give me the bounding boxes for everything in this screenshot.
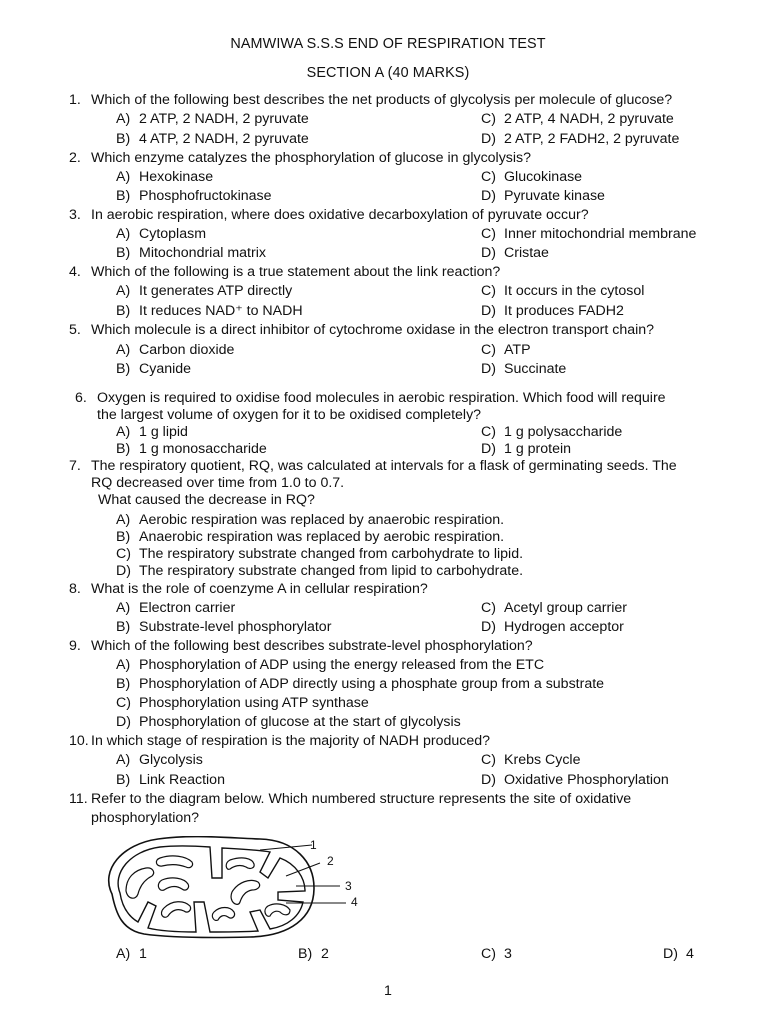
question-text-line: phosphorylation? — [91, 810, 200, 826]
question-number: 8. — [69, 581, 81, 597]
option-c: C) It occurs in the cytosol — [481, 283, 645, 299]
option-a: A) Aerobic respiration was replaced by anaerobic respiration. — [116, 512, 505, 528]
section-heading: SECTION A (40 MARKS) — [306, 65, 470, 81]
option-c: C) ATP — [481, 342, 531, 358]
question-number: 1. — [69, 92, 81, 108]
option-b: B) Anaerobic respiration was replaced by aerobic respiration. — [116, 529, 505, 545]
option-a: A) Glycolysis — [116, 752, 203, 768]
option-b: B) Phosphofructokinase — [116, 188, 272, 204]
option-c: C) Phosphorylation using ATP synthase — [116, 695, 369, 711]
option-c: C) 3 — [481, 946, 512, 962]
question-number: 9. — [69, 638, 81, 654]
question-text: Which of the following best describes substrate-level phosphorylation? — [91, 638, 533, 654]
option-d: D) Pyruvate kinase — [481, 188, 605, 204]
question-text-line: the largest volume of oxygen for it to be oxidised completely? — [97, 407, 482, 423]
option-c: C) Acetyl group carrier — [481, 600, 628, 616]
option-a: A) 1 g lipid — [116, 424, 188, 440]
question-text-line: Refer to the diagram below. Which numbered structure represents the site of oxidative — [91, 791, 632, 807]
option-c: C) Inner mitochondrial membrane — [481, 226, 697, 242]
option-a: A) Hexokinase — [116, 169, 214, 185]
option-a: A) Electron carrier — [116, 600, 236, 616]
diagram-label-3: 3 — [345, 879, 352, 893]
option-d: D) Phosphorylation of glucose at the start of glycolysis — [116, 714, 461, 730]
question-text: Which of the following is a true statement about the link reaction? — [91, 264, 501, 280]
option-d: D) Hydrogen acceptor — [481, 619, 624, 635]
question-number: 7. — [69, 458, 81, 474]
crista — [158, 878, 188, 890]
option-b: B) Link Reaction — [116, 772, 225, 788]
question-number: 6. — [75, 390, 87, 406]
option-c: C) The respiratory substrate changed from carbohydrate to lipid. — [116, 546, 524, 562]
crista — [231, 880, 260, 904]
option-b: B) Phosphorylation of ADP directly using a phosphate group from a substrate — [116, 676, 605, 692]
option-c: C) Glucokinase — [481, 169, 583, 185]
question-number: 3. — [69, 207, 81, 223]
option-c: C) 2 ATP, 4 NADH, 2 pyruvate — [481, 111, 674, 127]
option-d: D) 2 ATP, 2 FADH2, 2 pyruvate — [481, 131, 680, 147]
option-d: D) Cristae — [481, 245, 549, 261]
inner-membrane — [118, 846, 305, 932]
diagram-label-4: 4 — [351, 895, 358, 909]
label-line-1 — [260, 845, 312, 850]
option-b: B) Substrate-level phosphorylator — [116, 619, 332, 635]
question-number: 2. — [69, 150, 81, 166]
option-b: B) 1 g monosaccharide — [116, 441, 267, 457]
question-text-line: What caused the decrease in RQ? — [98, 492, 315, 508]
page-number: 1 — [384, 983, 392, 999]
crista — [156, 856, 192, 868]
crista — [161, 902, 190, 918]
option-d: D) Succinate — [481, 361, 567, 377]
option-d: D) Oxidative Phosphorylation — [481, 772, 669, 788]
mitochondrion-diagram — [100, 836, 370, 942]
option-d: D) 1 g protein — [481, 441, 572, 457]
question-number: 5. — [69, 322, 81, 338]
option-a: A) Cytoplasm — [116, 226, 207, 242]
question-text: Which molecule is a direct inhibitor of cytochrome oxidase in the electron transport chain? — [91, 322, 655, 338]
crista — [265, 904, 290, 916]
question-text-line: RQ decreased over time from 1.0 to 0.7. — [91, 475, 345, 491]
question-text: Which of the following best describes the net products of glycolysis per molecule of glucose? — [91, 92, 673, 108]
question-number: 11. — [69, 791, 88, 807]
option-d: D) It produces FADH2 — [481, 303, 624, 319]
option-b: B) Cyanide — [116, 361, 192, 377]
option-b: B) It reduces NAD⁺ to NADH — [116, 303, 303, 319]
question-text: In which stage of respiration is the majority of NADH produced? — [91, 733, 491, 749]
crista — [126, 868, 154, 898]
option-b: B) 2 — [298, 946, 329, 962]
crista — [212, 908, 234, 921]
question-text: In aerobic respiration, where does oxidative decarboxylation of pyruvate occur? — [91, 207, 589, 223]
question-text-line: Oxygen is required to oxidise food molecules in aerobic respiration. Which food will require — [97, 390, 666, 406]
question-text-line: The respiratory quotient, RQ, was calculated at intervals for a flask of germinating seeds. The — [91, 458, 677, 474]
question-text: Which enzyme catalyzes the phosphorylation of glucose in glycolysis? — [91, 150, 532, 166]
option-a: A) It generates ATP directly — [116, 283, 293, 299]
test-title: NAMWIWA S.S.S END OF RESPIRATION TEST — [230, 36, 546, 52]
option-b: B) Mitochondrial matrix — [116, 245, 266, 261]
option-a: A) 2 ATP, 2 NADH, 2 pyruvate — [116, 111, 309, 127]
question-number: 4. — [69, 264, 81, 280]
option-c: C) Krebs Cycle — [481, 752, 581, 768]
option-a: A) Phosphorylation of ADP using the energy released from the ETC — [116, 657, 545, 673]
question-number: 10. — [69, 733, 89, 749]
diagram-label-2: 2 — [327, 854, 334, 868]
crista — [226, 858, 254, 869]
option-c: C) 1 g polysaccharide — [481, 424, 623, 440]
diagram-label-1: 1 — [310, 838, 317, 852]
option-d: D) 4 — [663, 946, 694, 962]
option-d: D) The respiratory substrate changed from lipid to carbohydrate. — [116, 563, 524, 579]
outer-membrane — [109, 837, 314, 938]
question-text: What is the role of coenzyme A in cellular respiration? — [91, 581, 428, 597]
option-b: B) 4 ATP, 2 NADH, 2 pyruvate — [116, 131, 309, 147]
option-a: A) Carbon dioxide — [116, 342, 235, 358]
option-a: A) 1 — [116, 946, 147, 962]
